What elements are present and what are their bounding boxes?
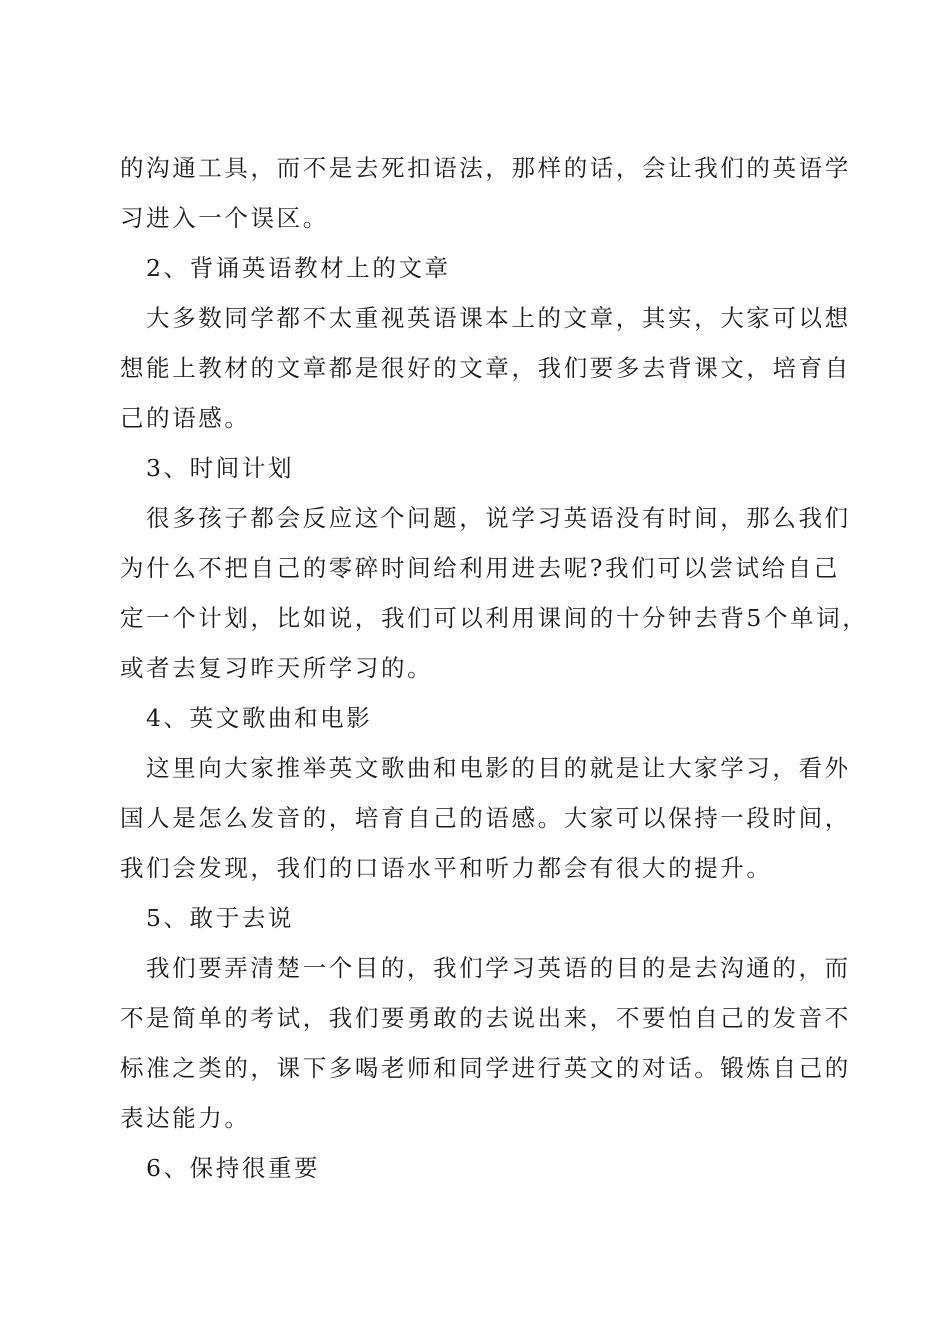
paragraph-line: 我们会发现，我们的口语水平和听力都会有很大的提升。 xyxy=(120,854,773,882)
paragraph-line: 标准之类的，课下多喝老师和同学进行英文的对话。锻炼自己的 xyxy=(120,1054,851,1082)
section-heading: 4、英文歌曲和电影 xyxy=(146,704,373,732)
paragraph-line: 为什么不把自己的零碎时间给利用进去呢?我们可以尝试给自己 xyxy=(120,554,840,582)
paragraph-line: 习进入一个误区。 xyxy=(120,204,329,232)
paragraph-line: 的沟通工具，而不是去死扣语法，那样的话，会让我们的英语学 xyxy=(120,154,851,182)
section-heading: 5、敢于去说 xyxy=(146,904,295,932)
paragraph-line: 不是简单的考试，我们要勇敢的去说出来，不要怕自己的发音不 xyxy=(120,1004,851,1032)
paragraph-line: 大多数同学都不太重视英语课本上的文章，其实，大家可以想 xyxy=(146,304,851,332)
paragraph-line: 这里向大家推举英文歌曲和电影的目的就是让大家学习，看外 xyxy=(146,754,851,782)
section-heading: 6、保持很重要 xyxy=(146,1154,321,1182)
paragraph-line: 我们要弄清楚一个目的，我们学习英语的目的是去沟通的，而 xyxy=(146,954,851,982)
paragraph-line: 国人是怎么发音的，培育自己的语感。大家可以保持一段时间， xyxy=(120,804,851,832)
section-heading: 3、时间计划 xyxy=(146,454,295,482)
paragraph-line: 定一个计划，比如说，我们可以利用课间的十分钟去背5个单词， xyxy=(120,604,869,632)
paragraph-line: 想能上教材的文章都是很好的文章，我们要多去背课文，培育自 xyxy=(120,354,851,382)
section-heading: 2、背诵英语教材上的文章 xyxy=(146,254,451,282)
paragraph-line: 很多孩子都会反应这个问题，说学习英语没有时间，那么我们 xyxy=(146,504,851,532)
paragraph-line: 己的语感。 xyxy=(120,404,251,432)
paragraph-line: 表达能力。 xyxy=(120,1104,251,1132)
paragraph-line: 或者去复习昨天所学习的。 xyxy=(120,654,434,682)
